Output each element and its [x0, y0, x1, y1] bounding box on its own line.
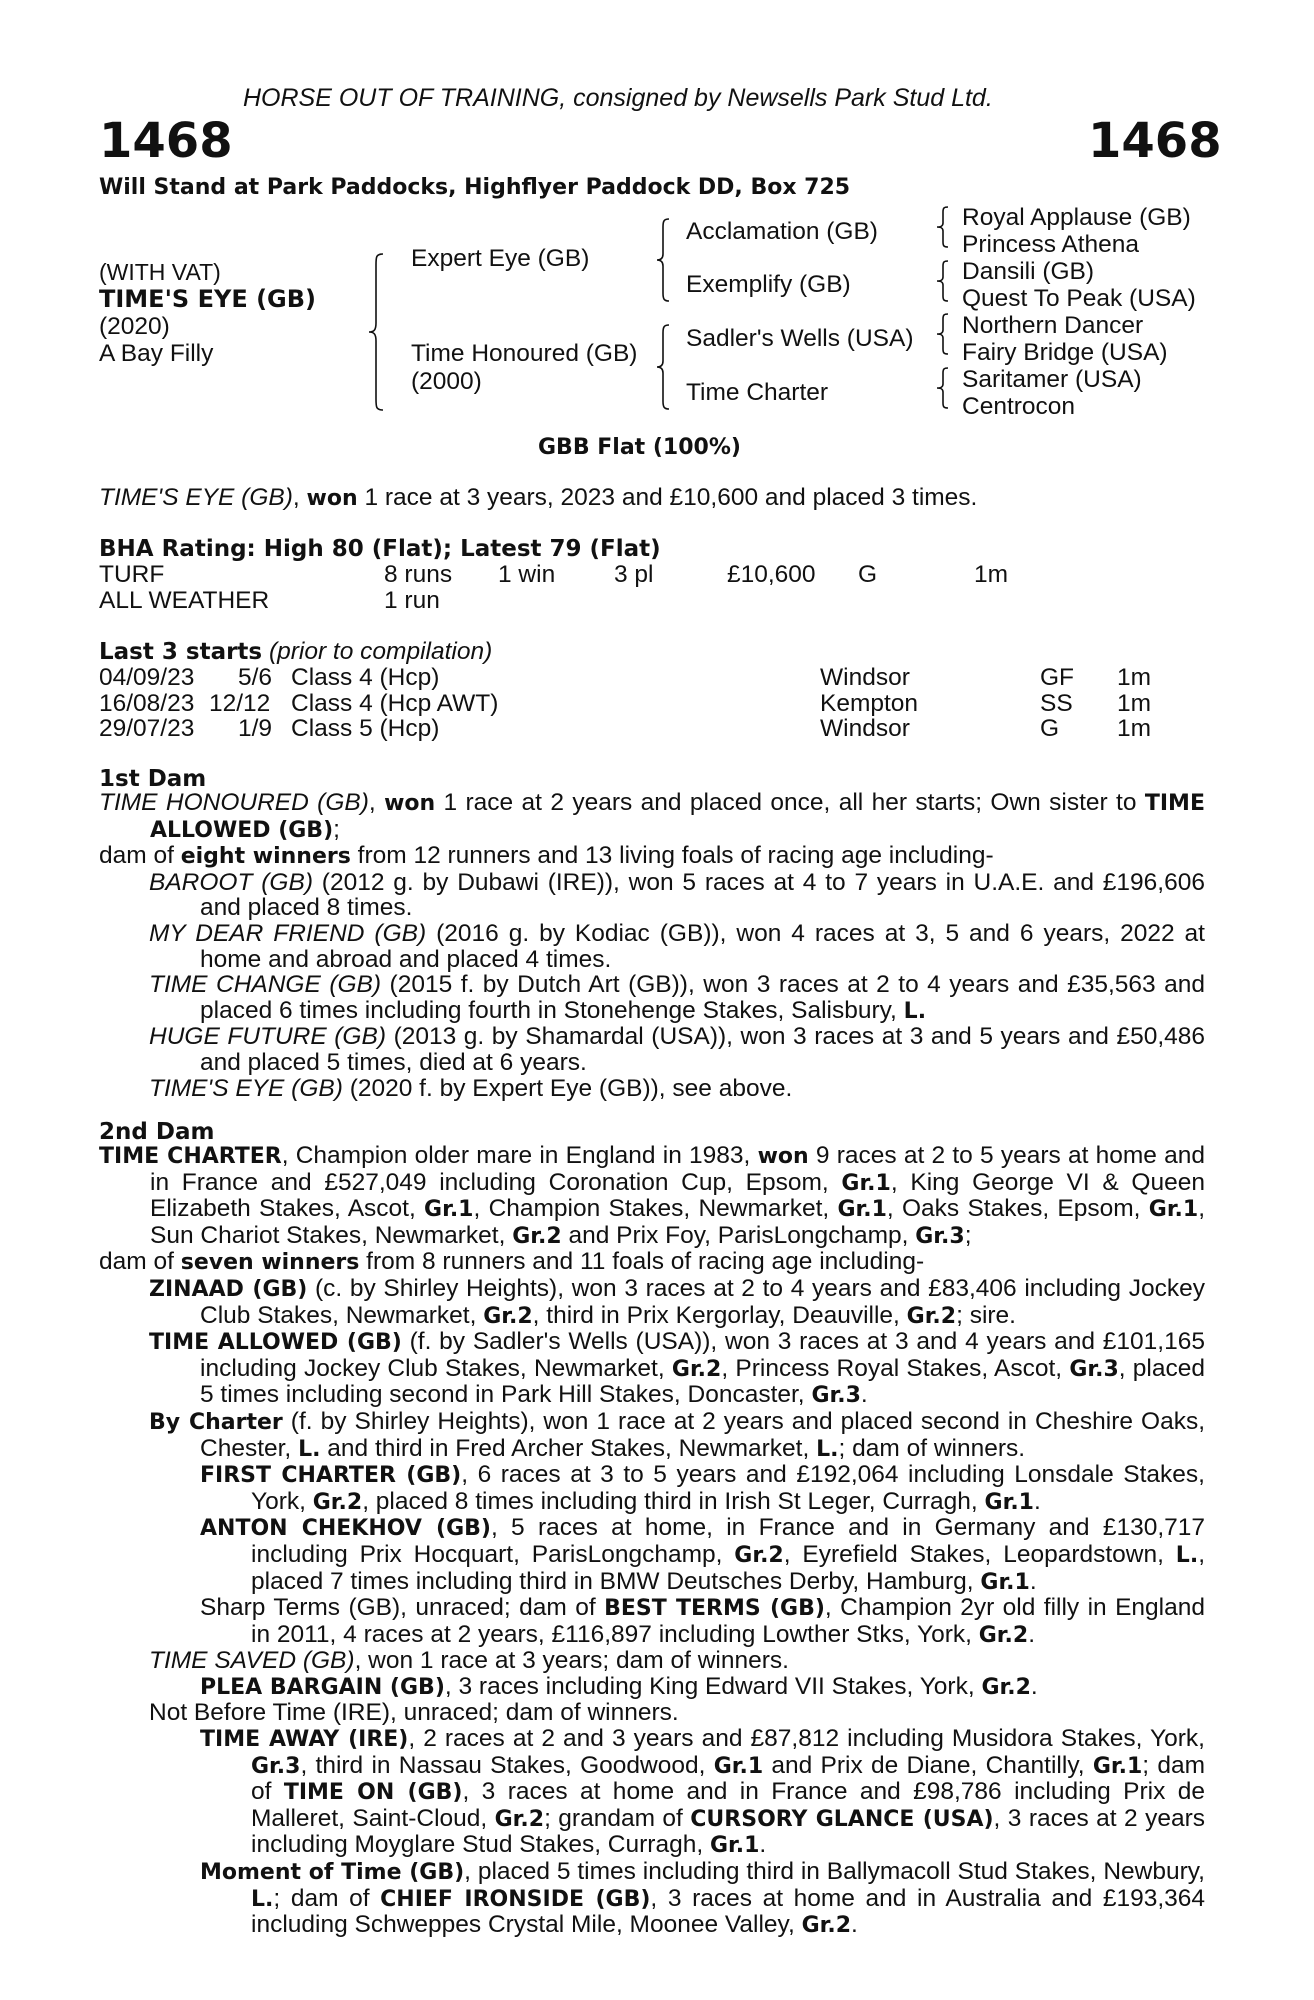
offspring-entry: By Charter (f. by Shirley Heights), won 1 race at 2 years and placed second in Cheshire Oaks, Chester, L. and third in Fred Archer Stakes, Newmarket, L.; dam of winners. — [149, 1407, 1205, 1462]
pedigree-dam: Time Honoured (GB) — [411, 340, 638, 367]
pedigree-bracket-sire — [656, 218, 676, 302]
first-dam-title: 1st Dam — [99, 766, 207, 792]
start-pos-2: 12/12 — [209, 690, 271, 717]
start-race-3: Class 5 (Hcp) — [291, 715, 440, 742]
pedigree-sire: Expert Eye (GB) — [411, 245, 590, 272]
start-date-2: 16/08/23 — [99, 690, 195, 717]
pedigree-g3: Dansili (GB) — [962, 258, 1095, 285]
rating-runs-aw: 1 run — [384, 587, 440, 614]
rating-surface-turf: TURF — [99, 561, 165, 588]
pedigree-bracket-g3 — [936, 313, 952, 355]
second-dam-produce: dam of seven winners from 8 runners and 11 foals of racing age including- — [99, 1248, 925, 1276]
summary-separator: , — [292, 484, 307, 511]
pedigree-bracket-g4 — [936, 367, 952, 409]
start-going-2: SS — [1040, 690, 1073, 717]
grand-offspring-entry: FIRST CHARTER (GB), 6 races at 3 to 5 years and £192,064 including Lonsdale Stakes, York, Gr.2, placed 8 times including third in Irish St Leger, Curragh, Gr.1. — [200, 1461, 1205, 1515]
pedigree-bracket-g1 — [936, 206, 952, 248]
offspring-entry: TIME CHANGE (GB) (2015 f. by Dutch Art (GB)), won 3 races at 2 to 4 years and £35,563 and placed 6 times including fourth in Stonehenge Stakes, Salisbury, L. — [149, 971, 1205, 1024]
summary-horse-name: TIME'S EYE (GB) — [99, 484, 293, 511]
start-course-2: Kempton — [820, 690, 919, 717]
start-pos-1: 5/6 — [238, 664, 273, 691]
grand-offspring-entry: Sharp Terms (GB), unraced; dam of BEST TERMS (GB), Champion 2yr old filly in England in 2011, 4 races at 2 years, £116,897 including Lowther Stks, York, Gr.2. — [200, 1594, 1205, 1648]
summary-text: 1 race at 3 years, 2023 and £10,600 and placed 3 times. — [357, 484, 978, 511]
start-course-1: Windsor — [820, 664, 910, 691]
start-dist-1: 1m — [1117, 664, 1152, 691]
offspring-entry: HUGE FUTURE (GB) (2013 g. by Shamardal (USA)), won 3 races at 3 and 5 years and £50,486 and placed 5 times, died at 6 years. — [149, 1023, 1206, 1076]
start-race-2: Class 4 (Hcp AWT) — [291, 690, 499, 717]
last-starts-label: Last 3 starts — [99, 639, 263, 665]
pedigree-bracket-main — [368, 253, 392, 411]
horse-description: A Bay Filly — [99, 340, 214, 367]
rating-wins-turf: 1 win — [498, 561, 556, 588]
offspring-entry: MY DEAR FRIEND (GB) (2016 g. by Kodiac (GB)), won 4 races at 3, 5 and 6 years, 2022 at home and abroad and placed 4 times. — [149, 919, 1205, 973]
start-going-3: G — [1040, 715, 1060, 742]
horse-name: TIME'S EYE (GB) — [99, 285, 317, 313]
grand-offspring-entry: ANTON CHEKHOV (GB), 5 races at home, in France and in Germany and £130,717 including Prix Hocquart, ParisLongchamp, Gr.2, Eyrefield Stakes, Leopardstown, L., placed 7 times including third in BMW Deutsches Derby, Hamburg, Gr.1. — [200, 1514, 1206, 1595]
first-dam-produce: dam of eight winners from 12 runners and 13 living foals of racing age including- — [99, 842, 994, 870]
first-dam-name: TIME HONOURED (GB) — [99, 789, 369, 816]
bha-rating-title: BHA Rating: High 80 (Flat); Latest 79 (Flat) — [99, 536, 661, 562]
race-summary — [99, 486, 977, 511]
vat-note: (WITH VAT) — [99, 259, 221, 285]
rating-runs-turf: 8 runs — [384, 561, 453, 588]
second-dam-entry: TIME CHARTER, Champion older mare in England in 1983, won 9 races at 2 to 5 years at home and in France and £527,049 including Coronation Cup, Epsom, Gr.1, King George VI & Queen Elizabeth Stakes, Ascot, Gr.1, Champion Stakes, Newmarket, Gr.1, Oaks Stakes, Epsom, Gr.1, Sun Chariot Stakes, Newmarket, Gr.2 and Prix Foy, ParisLongchamp, Gr.3; — [99, 1142, 1206, 1249]
rating-placed-turf: 3 pl — [614, 561, 654, 588]
offspring-entry: BAROOT (GB) (2012 g. by Dubawi (IRE)), won 5 races at 4 to 7 years in U.A.E. and £196,606 and placed 8 times. — [149, 868, 1205, 922]
lot-number-right: 1468 — [1088, 113, 1222, 169]
pedigree-g1: Royal Applause (GB) — [962, 204, 1191, 231]
pedigree-g6: Fairy Bridge (USA) — [962, 339, 1168, 366]
sister-name: TIME ALLOWED (GB) — [150, 791, 1205, 843]
consignment-line: HORSE OUT OF TRAINING, consigned by Newsells Park Stud Ltd. — [243, 84, 993, 112]
horse-year: (2020) — [99, 313, 170, 340]
pedigree-g5: Northern Dancer — [962, 312, 1144, 339]
rating-surface-aw: ALL WEATHER — [99, 587, 270, 614]
start-date-3: 29/07/23 — [99, 715, 195, 742]
pedigree-sire-sire: Acclamation (GB) — [686, 218, 878, 245]
second-dam-name: TIME CHARTER — [99, 1144, 282, 1169]
start-course-3: Windsor — [820, 715, 910, 742]
offspring-entry: TIME SAVED (GB), won 1 race at 3 years; dam of winners. — [149, 1647, 789, 1675]
grand-offspring-entry: Moment of Time (GB), placed 5 times including third in Ballymacoll Stud Stakes, Newbury, L.; dam of CHIEF IRONSIDE (GB), 3 races at home and in Australia and £193,364 including Schweppes Crystal Mile, Moonee Valley, Gr.2. — [200, 1858, 1206, 1939]
last-starts-note: (prior to compilation) — [268, 638, 493, 665]
offspring-entry: Not Before Time (IRE), unraced; dam of winners. — [149, 1699, 679, 1727]
start-race-1: Class 4 (Hcp) — [291, 664, 440, 691]
stabling-line: Will Stand at Park Paddocks, Highflyer Paddock DD, Box 725 — [99, 175, 851, 200]
lot-number-left: 1468 — [99, 113, 233, 169]
second-dam-title: 2nd Dam — [99, 1119, 215, 1145]
pedigree-g2: Princess Athena — [962, 231, 1140, 258]
start-going-1: GF — [1040, 664, 1075, 691]
first-dam-entry: TIME HONOURED (GB), won 1 race at 2 years and placed once, all her starts; Own sister to TIME ALLOWED (GB); — [99, 789, 1205, 843]
first-dam-section — [99, 790, 1205, 1101]
offspring-entry: TIME'S EYE (GB) (2020 f. by Expert Eye (GB)), see above. — [149, 1074, 793, 1102]
gbb-line: GBB Flat (100%) — [538, 435, 741, 460]
pedigree-sire-dam: Exemplify (GB) — [686, 271, 851, 298]
last-starts-title — [99, 640, 492, 665]
grand-offspring-entry: TIME AWAY (IRE), 2 races at 2 and 3 years and £87,812 including Musidora Stakes, York, Gr.3, third in Nassau Stakes, Goodwood, Gr.1 and Prix de Diane, Chantilly, Gr.1; dam of TIME ON (GB), 3 races at home and in France and £98,786 including Prix de Malleret, Saint-Cloud, Gr.2; grandam of CURSORY GLANCE (USA), 3 races at 2 years including Moyglare Stud Stakes, Curragh, Gr.1. — [200, 1725, 1206, 1859]
pedigree-dam-sire: Sadler's Wells (USA) — [686, 325, 914, 352]
rating-going-turf: G — [858, 561, 878, 588]
start-pos-3: 1/9 — [238, 715, 273, 742]
offspring-entry: TIME ALLOWED (GB) (f. by Sadler's Wells (USA)), won 3 races at 3 and 4 years and £101,165 including Jockey Club Stakes, Newmarket, Gr.2, Princess Royal Stakes, Ascot, Gr.3, placed 5 times including second in Park Hill Stakes, Doncaster, Gr.3. — [149, 1328, 1205, 1409]
rating-distance-turf: 1m — [974, 561, 1009, 588]
summary-won: won — [306, 486, 358, 511]
start-date-1: 04/09/23 — [99, 664, 195, 691]
pedigree-g8: Centrocon — [962, 393, 1076, 420]
start-dist-3: 1m — [1117, 715, 1152, 742]
rating-prize-turf: £10,600 — [727, 561, 816, 588]
pedigree-dam-year: (2000) — [411, 368, 482, 395]
start-dist-2: 1m — [1117, 690, 1152, 717]
pedigree-bracket-dam — [656, 324, 676, 410]
grand-offspring-entry: PLEA BARGAIN (GB), 3 races including King Edward VII Stakes, York, Gr.2. — [200, 1672, 1038, 1700]
second-dam-section — [99, 1143, 1205, 1939]
pedigree-g7: Saritamer (USA) — [962, 366, 1142, 393]
pedigree-g4: Quest To Peak (USA) — [962, 285, 1196, 312]
pedigree-bracket-g2 — [936, 260, 952, 302]
offspring-entry: ZINAAD (GB) (c. by Shirley Heights), won 3 races at 2 to 4 years and £83,406 including Jockey Club Stakes, Newmarket, Gr.2, third in Prix Kergorlay, Deauville, Gr.2; sire. — [149, 1274, 1205, 1329]
pedigree-dam-dam: Time Charter — [686, 379, 829, 406]
